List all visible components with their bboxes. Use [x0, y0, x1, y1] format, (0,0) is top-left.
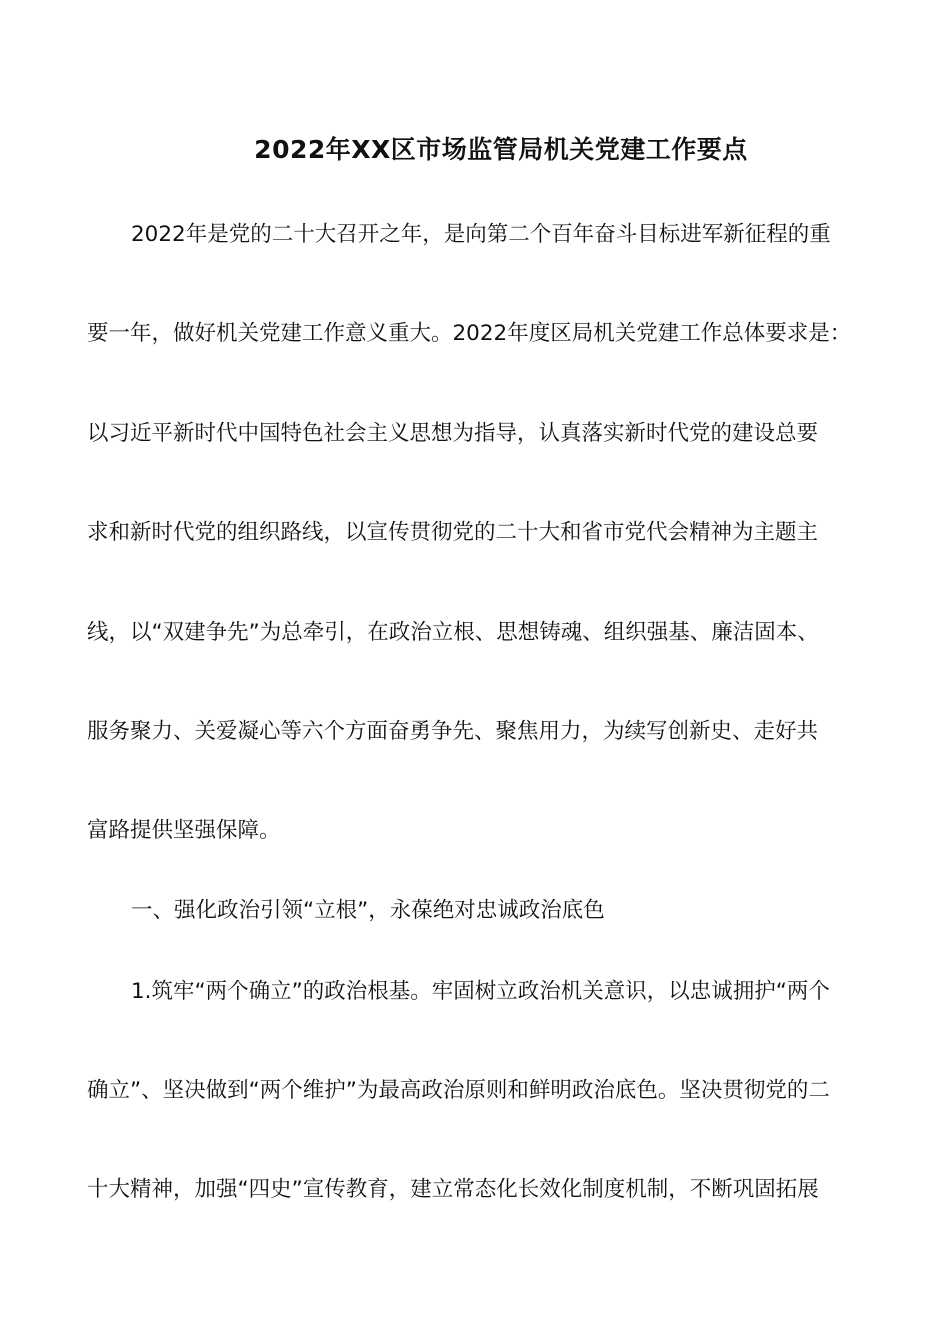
document-title: 2022年XX区市场监管局机关党建工作要点	[254, 135, 748, 164]
paragraph-line: 线，以“双建争先”为总牵引，在政治立根、思想铸魂、组织强基、廉洁固本、	[87, 620, 819, 645]
paragraph-line: 要一年，做好机关党建工作意义重大。2022年度区局机关党建工作总体要求是：	[87, 321, 852, 346]
paragraph-line: 2022年是党的二十大召开之年，是向第二个百年奋斗目标进军新征程的重	[131, 222, 831, 247]
paragraph-line: 以习近平新时代中国特色社会主义思想为指导，认真落实新时代党的建设总要	[87, 421, 819, 446]
paragraph-line: 十大精神，加强“四史”宣传教育，建立常态化长效化制度机制，不断巩固拓展	[87, 1177, 819, 1202]
paragraph-line: 服务聚力、关爱凝心等六个方面奋勇争先、聚焦用力，为续写创新史、走好共	[87, 719, 819, 744]
section-heading: 一、强化政治引领“立根”，永葆绝对忠诚政治底色	[131, 898, 605, 923]
paragraph-line: 求和新时代党的组织路线，以宣传贯彻党的二十大和省市党代会精神为主题主	[87, 520, 819, 545]
paragraph-line: 1.筑牢“两个确立”的政治根基。牢固树立政治机关意识，以忠诚拥护“两个	[131, 979, 830, 1004]
paragraph-line: 确立”、坚决做到“两个维护”为最高政治原则和鲜明政治底色。坚决贯彻党的二	[87, 1078, 830, 1103]
paragraph-line: 富路提供坚强保障。	[87, 818, 281, 843]
